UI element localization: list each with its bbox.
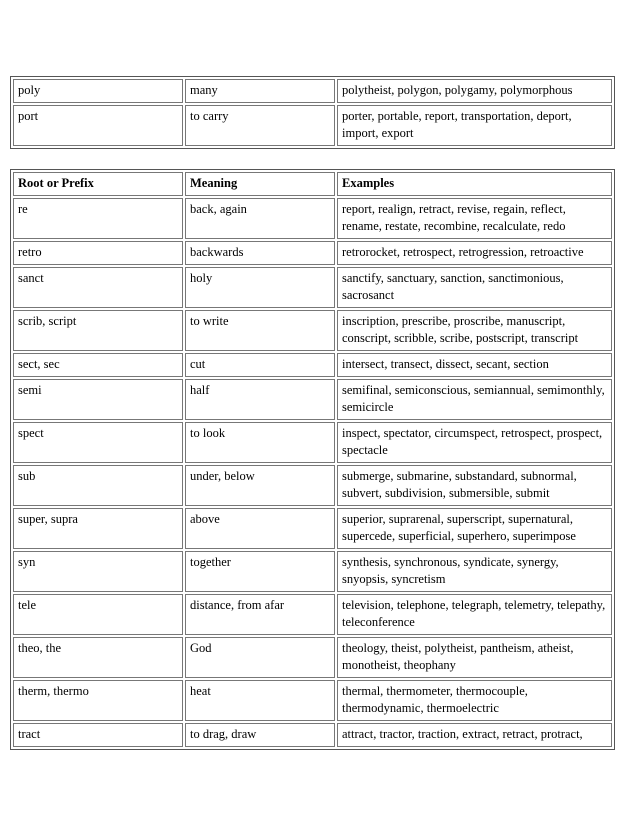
- examples-cell: superior, suprarenal, superscript, supernatural, supercede, superficial, superhero, superimpose: [337, 508, 612, 549]
- meaning-cell: together: [185, 551, 335, 592]
- examples-cell: synthesis, synchronous, syndicate, synergy, snyopsis, syncretism: [337, 551, 612, 592]
- root-cell: tele: [13, 594, 183, 635]
- meaning-cell: distance, from afar: [185, 594, 335, 635]
- meaning-cell: half: [185, 379, 335, 420]
- examples-cell: thermal, thermometer, thermocouple, thermodynamic, thermoelectric: [337, 680, 612, 721]
- root-cell: super, supra: [13, 508, 183, 549]
- table-row: [13, 267, 612, 308]
- table-row: [13, 637, 612, 678]
- meaning-cell: above: [185, 508, 335, 549]
- examples-cell: retrorocket, retrospect, retrogression, retroactive: [337, 241, 612, 265]
- table-row: [13, 198, 612, 239]
- examples-cell: inscription, prescribe, proscribe, manuscript, conscript, scribble, scribe, postscript, transcript: [337, 310, 612, 351]
- header-meaning: Meaning: [185, 172, 335, 196]
- table-row: [13, 310, 612, 351]
- examples-cell: semifinal, semiconscious, semiannual, semimonthly, semicircle: [337, 379, 612, 420]
- meaning-cell: to write: [185, 310, 335, 351]
- header-root: Root or Prefix: [13, 172, 183, 196]
- table-row: [13, 680, 612, 721]
- meaning-cell: God: [185, 637, 335, 678]
- table-row: [13, 508, 612, 549]
- meaning-cell: backwards: [185, 241, 335, 265]
- root-cell: re: [13, 198, 183, 239]
- meaning-cell: to drag, draw: [185, 723, 335, 747]
- meaning-cell: to look: [185, 422, 335, 463]
- meaning-cell: back, again: [185, 198, 335, 239]
- root-cell: sub: [13, 465, 183, 506]
- root-cell: retro: [13, 241, 183, 265]
- examples-cell: submerge, submarine, substandard, subnormal, subvert, subdivision, submersible, submit: [337, 465, 612, 506]
- meaning-cell: holy: [185, 267, 335, 308]
- table-row: [13, 379, 612, 420]
- examples-cell: report, realign, retract, revise, regain, reflect, rename, restate, recombine, recalculate, redo: [337, 198, 612, 239]
- roots-table: [10, 169, 615, 750]
- roots-table-continued: [10, 76, 615, 149]
- meaning-cell: under, below: [185, 465, 335, 506]
- table-row: [13, 551, 612, 592]
- root-cell: poly: [13, 79, 183, 103]
- examples-cell: sanctify, sanctuary, sanction, sanctimonious, sacrosanct: [337, 267, 612, 308]
- root-cell: theo, the: [13, 637, 183, 678]
- examples-cell: theology, theist, polytheist, pantheism, atheist, monotheist, theophany: [337, 637, 612, 678]
- root-cell: spect: [13, 422, 183, 463]
- table-row: [13, 105, 612, 146]
- table-row: [13, 594, 612, 635]
- table-row: [13, 241, 612, 265]
- examples-cell: inspect, spectator, circumspect, retrospect, prospect, spectacle: [337, 422, 612, 463]
- examples-cell: attract, tractor, traction, extract, retract, protract,: [337, 723, 612, 747]
- root-cell: sect, sec: [13, 353, 183, 377]
- table-row: [13, 422, 612, 463]
- examples-cell: television, telephone, telegraph, telemetry, telepathy, teleconference: [337, 594, 612, 635]
- meaning-cell: to carry: [185, 105, 335, 146]
- table-header-row: [13, 172, 612, 196]
- root-cell: syn: [13, 551, 183, 592]
- examples-cell: polytheist, polygon, polygamy, polymorphous: [337, 79, 612, 103]
- meaning-cell: heat: [185, 680, 335, 721]
- examples-cell: porter, portable, report, transportation, deport, import, export: [337, 105, 612, 146]
- meaning-cell: many: [185, 79, 335, 103]
- root-cell: scrib, script: [13, 310, 183, 351]
- root-cell: therm, thermo: [13, 680, 183, 721]
- root-cell: sanct: [13, 267, 183, 308]
- examples-cell: intersect, transect, dissect, secant, section: [337, 353, 612, 377]
- table-row: [13, 353, 612, 377]
- meaning-cell: cut: [185, 353, 335, 377]
- table-row: [13, 465, 612, 506]
- root-cell: tract: [13, 723, 183, 747]
- table-row: [13, 723, 612, 747]
- root-cell: semi: [13, 379, 183, 420]
- root-cell: port: [13, 105, 183, 146]
- header-examples: Examples: [337, 172, 612, 196]
- table-row: [13, 79, 612, 103]
